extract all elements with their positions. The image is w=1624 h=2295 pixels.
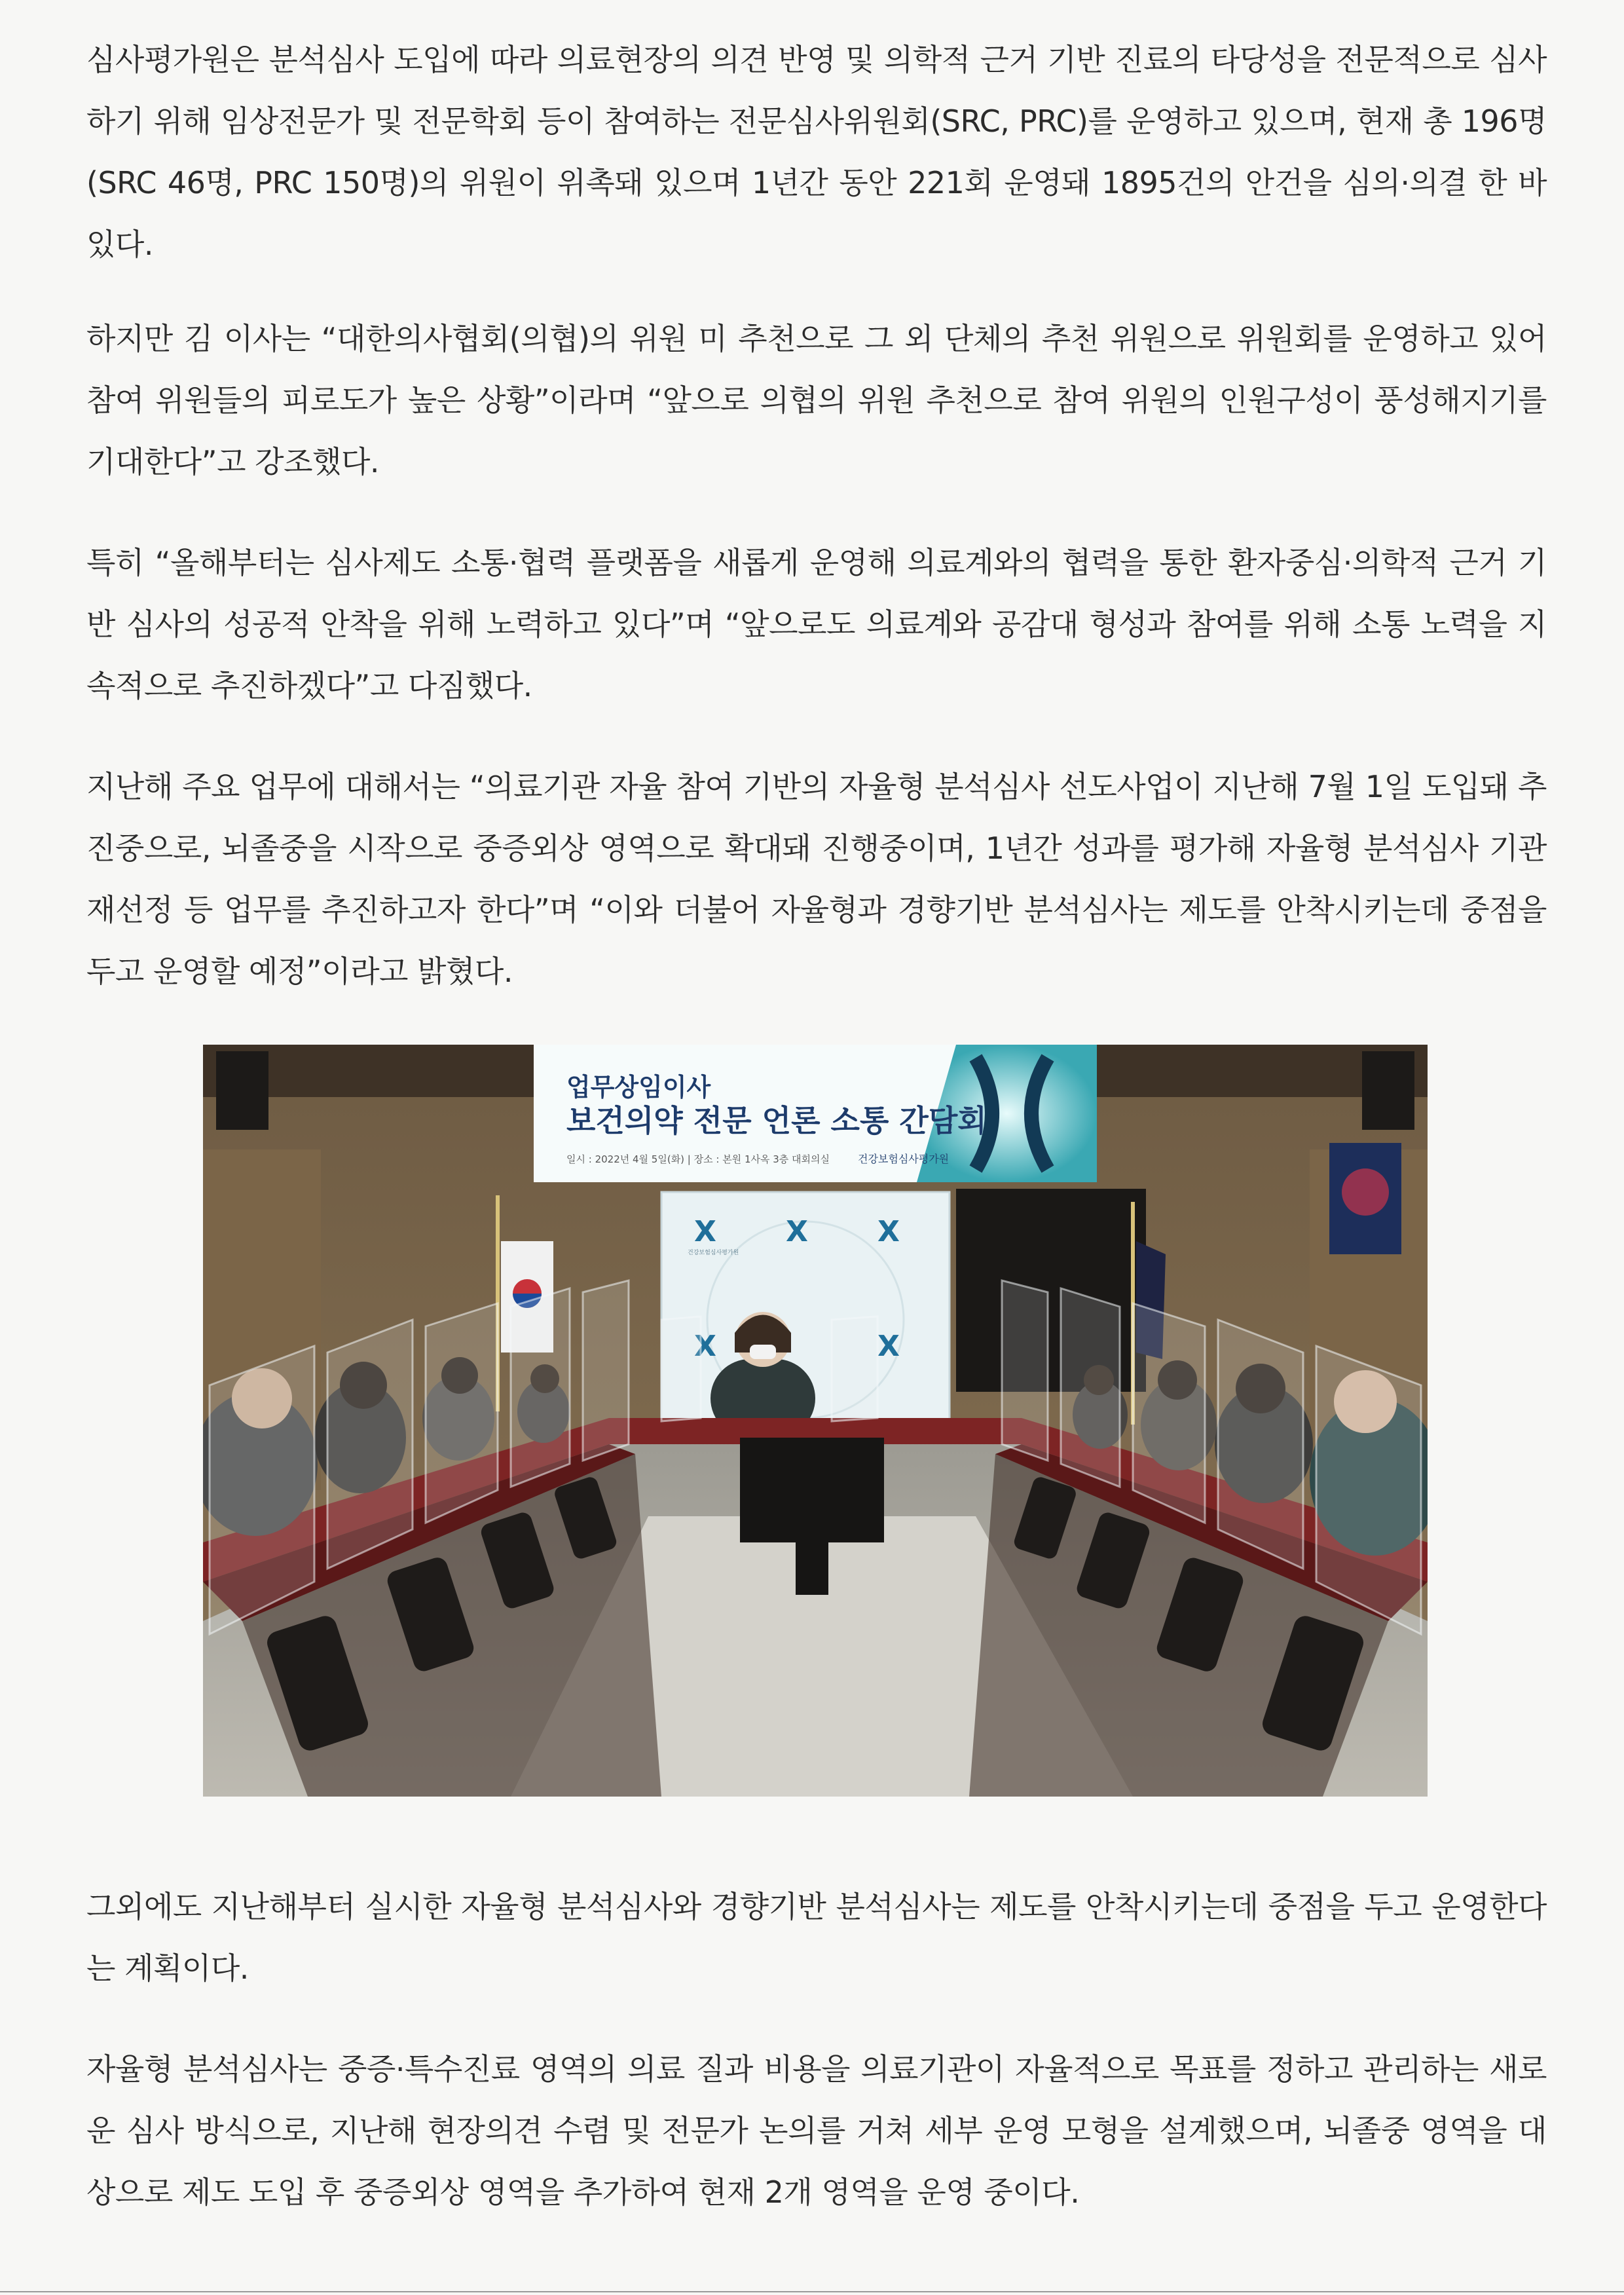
svg-text:X: X [694,1215,716,1248]
backdrop-org-label: 건강보험심사평가원 [688,1250,739,1256]
svg-text:X: X [786,1215,808,1248]
banner-info: 일시 : 2022년 4월 5일(화) | 장소 : 본원 1사옥 3층 대회의실 [566,1153,830,1165]
paragraph-main-tasks: 지난해 주요 업무에 대해서는 “의료기관 자율 참여 기반의 자율형 분석심사 선도사업이 지난해 7월 1일 도입돼 추진중으로, 뇌졸중을 시작으로 중증외상 영역으로 확대돼 진행중이며, 1년간 성과를 평가해 자율형 분석심사 기관 재선정 등 업무를 추진하고자 한다”며 “이와 더불어 자율형과 경향기반 분석심사는 제도를 안착시키는데 중점을 두고 운영할 예정”이라고 밝혔다. [86,769,1547,989]
svg-text:X: X [877,1330,900,1363]
paragraph-kma-recommendation: 하지만 김 이사는 “대한의사협회(의협)의 위원 미 추천으로 그 외 단체의 추천 위원으로 위원회를 운영하고 있어 참여 위원들의 피로도가 높은 상황”이라며 “앞으로 의협의 위원 추천으로 참여 위원의 인원구성이 풍성해지기를 기대한다”고 강조했다. [86,321,1547,479]
paragraph-future-plan: 그외에도 지난해부터 실시한 자율형 분석심사와 경향기반 분석심사는 제도를 안착시키는데 중점을 두고 운영한다는 계획이다. [86,1889,1547,1986]
press-meeting-photo [203,1045,1428,1797]
banner-title-line2: 보건의약 전문 언론 소통 간담회 [566,1103,987,1138]
paragraph-autonomous-review: 자율형 분석심사는 중증·특수진료 영역의 의료 질과 비용을 의료기관이 자율적으로 목표를 정하고 관리하는 새로운 심사 방식으로, 지난해 현장의견 수렴 및 전문가 논의를 거쳐 세부 운영 모형을 설계했으며, 뇌졸중 영역을 대상으로 제도 도입 후 중증외상 영역을 추가하여 현재 2개 영역을 운영 중이다. [86,2051,1547,2210]
paragraph-review-committee: 심사평가원은 분석심사 도입에 따라 의료현장의 의견 반영 및 의학적 근거 기반 진료의 타당성을 전문적으로 심사하기 위해 임상전문가 및 전문학회 등이 참여하는 전문심사위원회(SRC, PRC)를 운영하고 있으며, 현재 총 196명(SRC 46명, PRC 150명)의 위원이 위촉돼 있으며 1년간 동안 221회 운영돼 1895건의 안건을 심의·의결 한 바 있다. [86,42,1547,262]
banner-title-line1: 업무상임이사 [566,1073,711,1102]
svg-text:X: X [877,1215,900,1248]
paragraph-communication-platform: 특히 “올해부터는 심사제도 소통·협력 플랫폼을 새롭게 운영해 의료계와의 협력을 통한 환자중심·의학적 근거 기반 심사의 성공적 안착을 위해 노력하고 있다”며 “앞으로도 의료계와 공감대 형성과 참여를 위해 소통 노력을 지속적으로 추진하겠다”고 다짐했다. [86,545,1547,703]
svg-text:X: X [694,1330,716,1363]
page-bottom-rule [0,2291,1624,2292]
banner-org: 건강보험심사평가원 [858,1153,950,1165]
